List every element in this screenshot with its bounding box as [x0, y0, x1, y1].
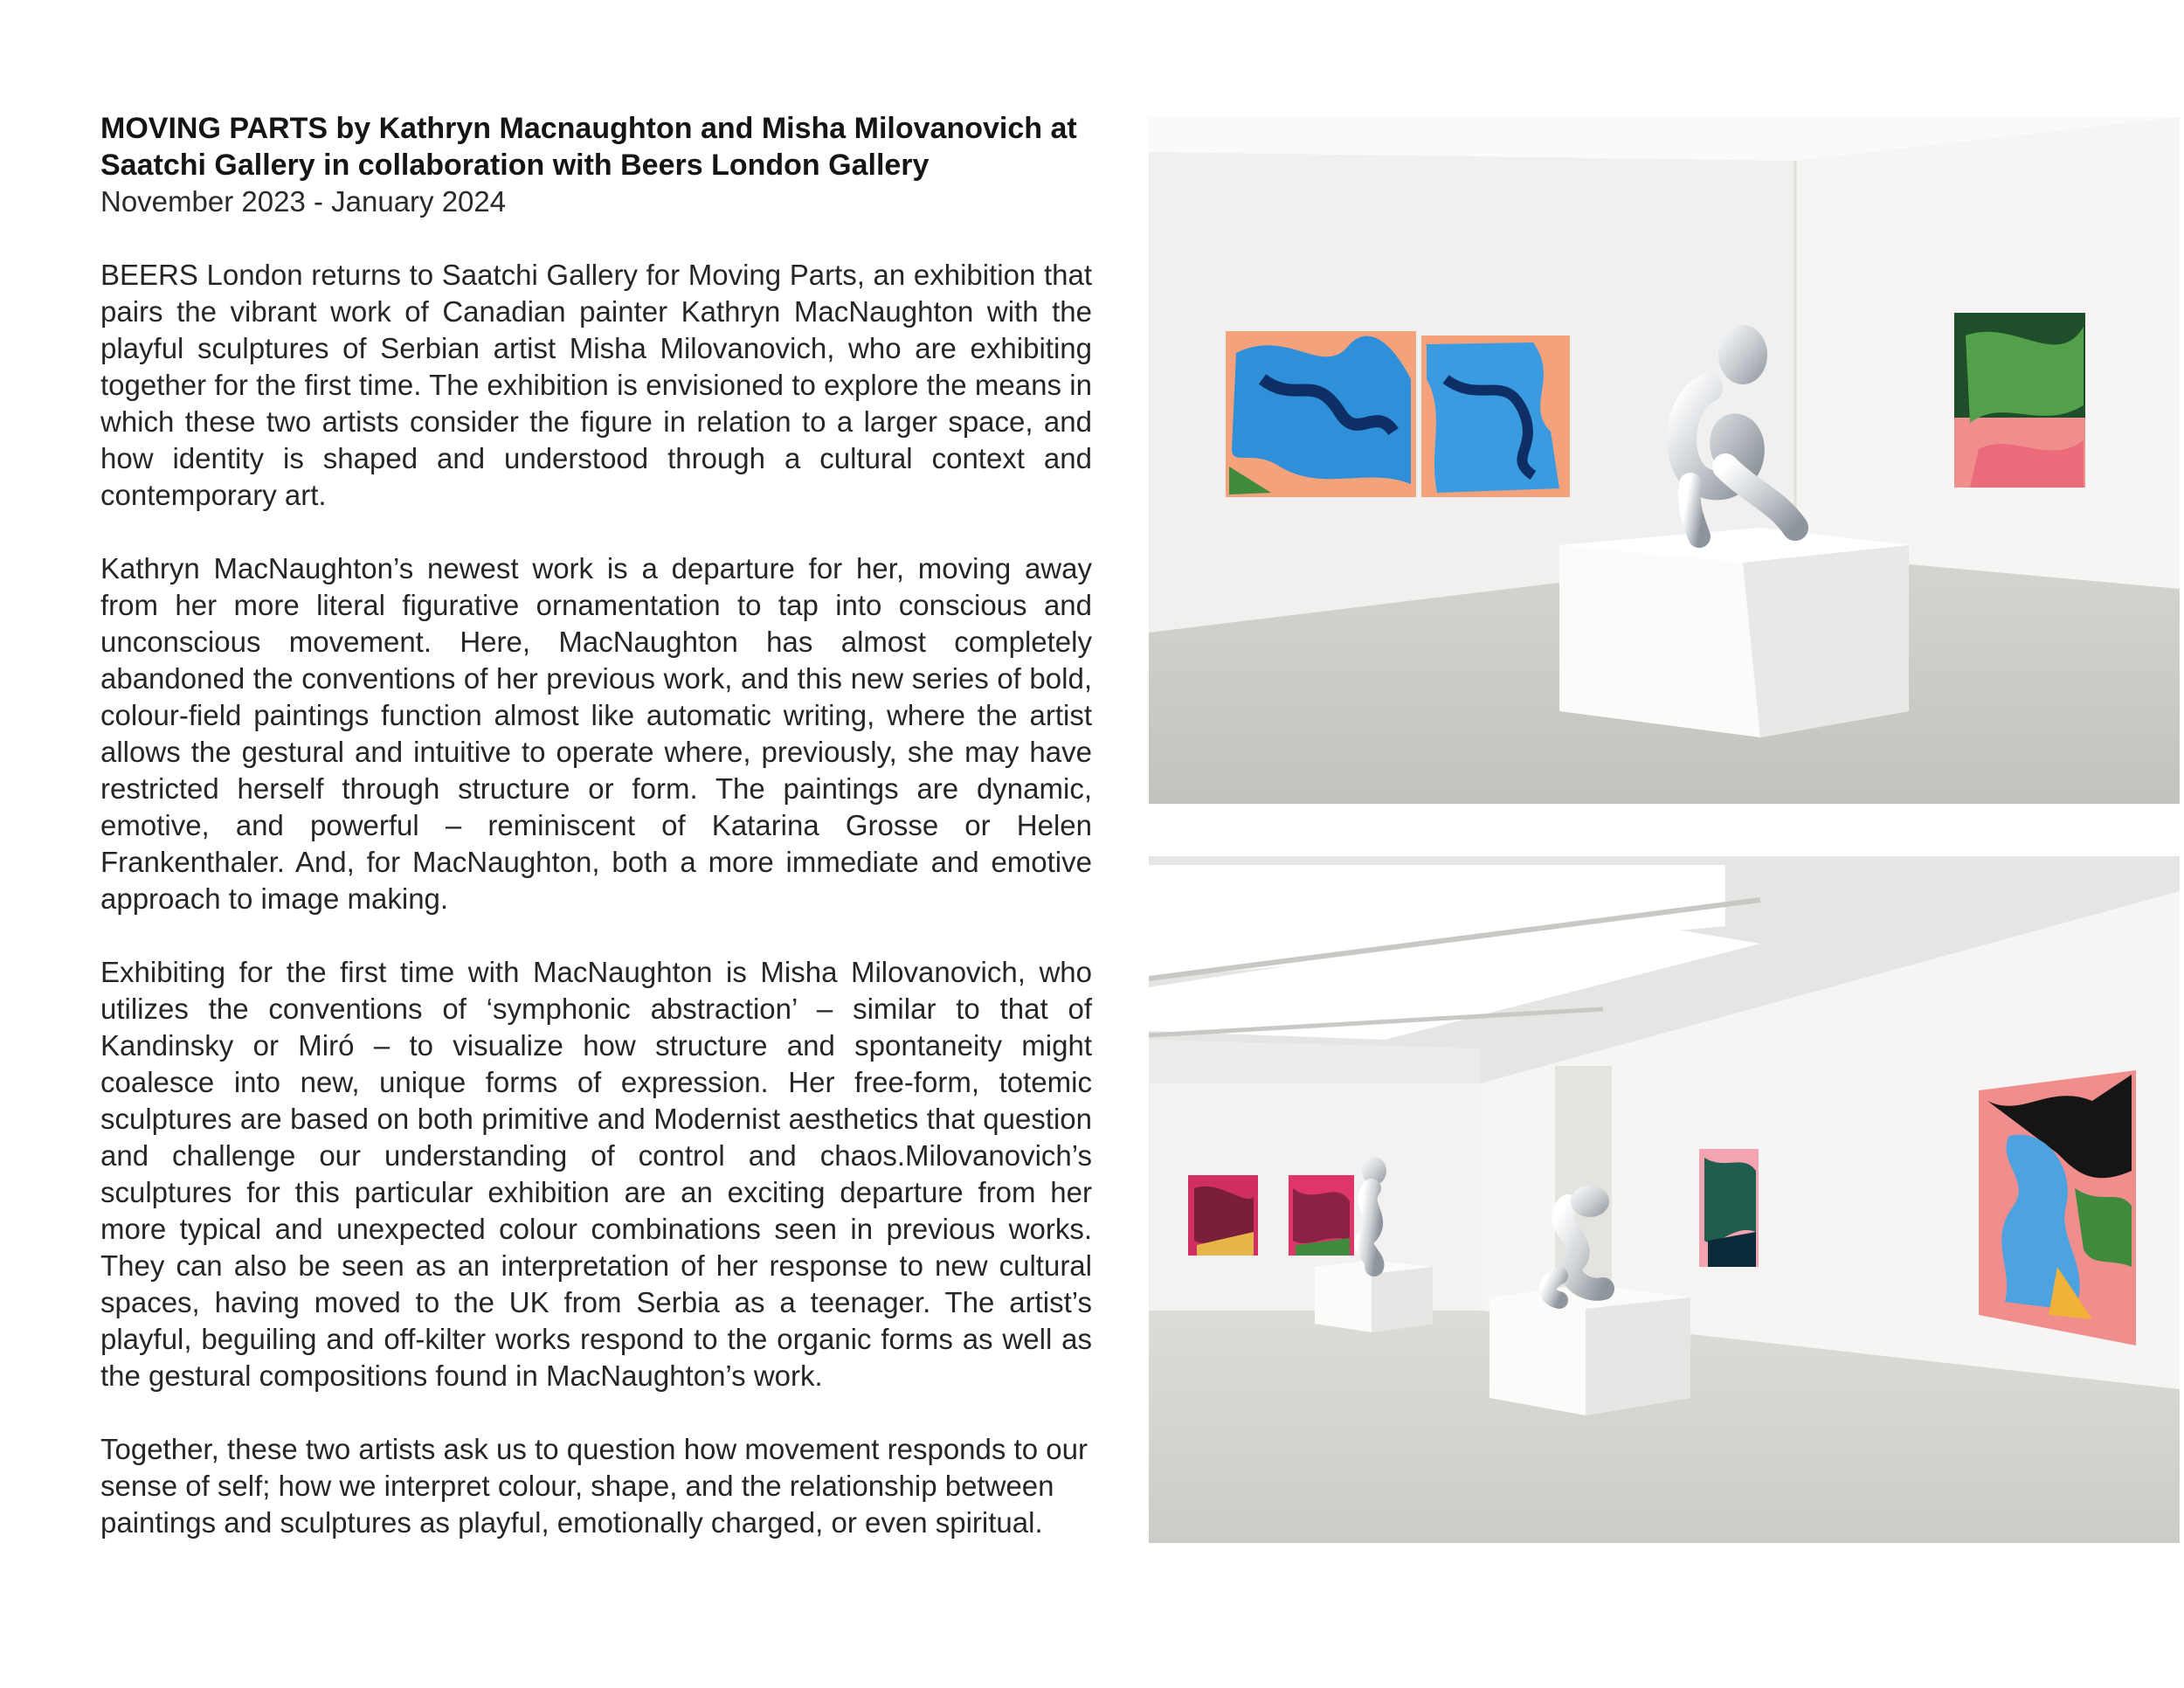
paragraph-conclusion: Together, these two artists ask us to question how movement responds to our sense of self; how we interpret colour, shape, and the relationship between paintings and sculptures as playful, emotionally charged, or even spiritual.	[100, 1433, 1088, 1539]
article	[100, 110, 1092, 1541]
painting-diptych-right	[1421, 336, 1570, 497]
paragraph-intro: BEERS London returns to Saatchi Gallery for Moving Parts, an exhibition that pairs the vibrant work of Canadian painter Kathryn MacNaughton with the playful sculptures of Serbian artist Misha Milovanovich, who are exhibiting together for the first time. The exhibition is envisioned to explore the means in which these two artists consider the figure in relation to a larger space, and how identity is shaped and understood through a cultural context and contemporary art.	[100, 259, 1092, 511]
painting-large-blue	[1979, 1070, 2136, 1346]
painting-teal	[1699, 1149, 1759, 1267]
gallery-photo-top	[1149, 117, 2180, 804]
painting-pink-left	[1188, 1175, 1258, 1256]
article-title: MOVING PARTS by Kathryn Macnaughton and Misha Milovanovich at Saatchi Gallery in collaboration with Beers London Gallery	[100, 112, 1077, 182]
painting-green	[1954, 313, 2085, 488]
plinth-large	[1489, 1284, 1690, 1415]
paragraph-macnaughton: Kathryn MacNaughton’s newest work is a departure for her, moving away from her more literal figurative ornamentation to tap into conscious and unconscious movement. Here, MacNaughton has almost completely abandoned the conventions of her previous work, and this new series of bold, colour-field paintings function almost like automatic writing, where the artist allows the gestural and intuitive to operate where, previously, she may have restricted herself through structure or form. The paintings are dynamic, emotive, and powerful – reminiscent of Katarina Grosse or Helen Frankenthaler. And, for MacNaughton, both a more immediate and emotive approach to image making.	[100, 552, 1092, 915]
sculpture-plinth	[1559, 528, 1909, 737]
painting-diptych-left	[1226, 331, 1416, 497]
exhibition-dates: November 2023 - January 2024	[100, 185, 507, 218]
paragraph-milovanovich: Exhibiting for the first time with MacNaughton is Misha Milovanovich, who utilizes the conventions of ‘symphonic abstraction’ – similar to that of Kandinsky or Miró – to visualize how structure and spontaneity might coalesce into new, unique forms of expression. Her free-form, totemic sculptures are based on both primitive and Modernist aesthetics that question and challenge our understanding of control and chaos.Milovanovich’s sculptures for this particular exhibition are an exciting departure from her more typical and unexpected colour combinations seen in previous works. They can also be seen as an interpretation of her response to new cultural spaces, having moved to the UK from Serbia as a teenager. The artist’s playful, beguiling and off-kilter works respond to the organic forms as well as the gestural compositions found in MacNaughton’s work.	[100, 956, 1092, 1392]
painting-pink-right	[1289, 1175, 1354, 1256]
gallery-photo-bottom	[1149, 856, 2180, 1543]
